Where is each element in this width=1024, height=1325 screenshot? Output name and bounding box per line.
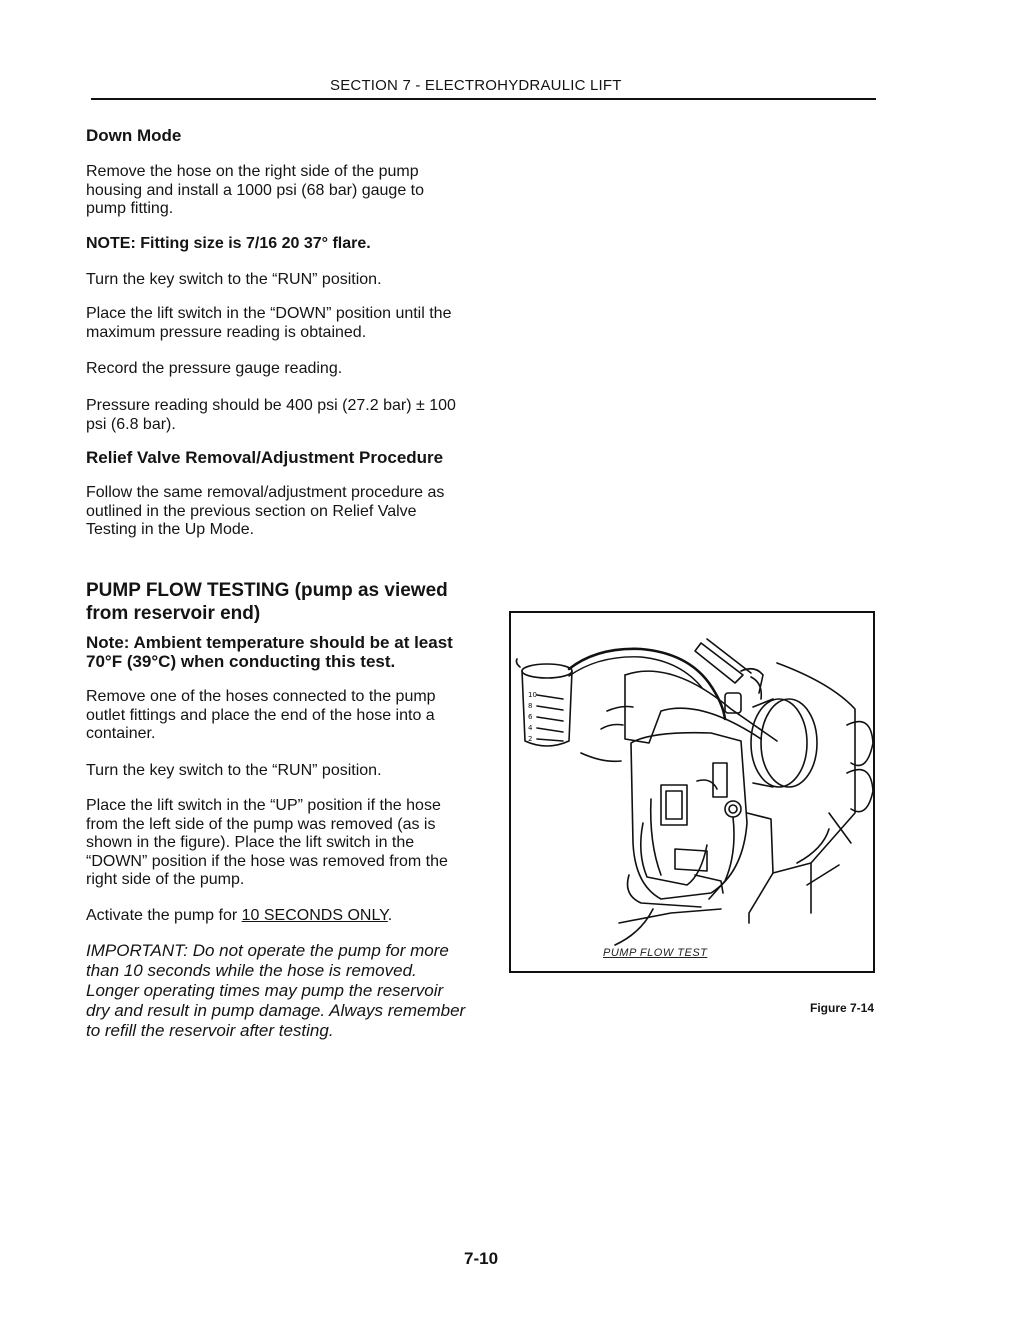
figure-label: Figure 7-14: [810, 1001, 875, 1015]
page-number: 7-10: [464, 1249, 499, 1268]
beaker-mark-label: 6: [528, 713, 533, 721]
pump-flow-note: Note: Ambient temperature should be at least 70°F (39°C) when conducting this test.: [86, 633, 453, 671]
pump-flow-heading: PUMP FLOW TESTING (pump as viewed from reservoir end): [86, 580, 448, 624]
activate-suffix: .: [387, 907, 393, 924]
header-rule: [91, 98, 876, 100]
pump-flow-activate: [86, 907, 466, 926]
beaker-mark-label: 4: [528, 724, 533, 732]
down-mode-record: Record the pressure gauge reading.: [86, 360, 343, 377]
down-mode-lift-switch: Place the lift switch in the “DOWN” position until the maximum pressure reading is obtained.: [86, 305, 452, 341]
beaker-mark-label: 2: [528, 735, 533, 743]
beaker-mark-10: [537, 695, 563, 699]
frame-panel: [777, 663, 855, 913]
important-warning: IMPORTANT: Do not operate the pump for more than 10 seconds while the hose is removed. Longer operating times may pump the reservoir dry and result in pump damage. Always remember to refill the reservoir after testing.: [86, 941, 466, 1040]
mount-bracket: [747, 813, 773, 923]
relief-valve-follow: Follow the same removal/adjustment procedure as outlined in the previous section on Relief Valve Testing in the Up Mode.: [86, 484, 445, 538]
down-mode-note: NOTE: Fitting size is 7/16 20 37° flare.: [86, 235, 371, 252]
down-mode-remove-hose: Remove the hose on the right side of the pump housing and install a 1000 psi (68 bar) gauge to pump fitting.: [86, 163, 425, 217]
pump-flow-illustration: [511, 613, 875, 973]
pump-valve-block: [713, 763, 727, 797]
pump-flow-remove-hoses: Remove one of the hoses connected to the pump outlet fittings and place the end of the hose into a container.: [86, 688, 436, 742]
pump-flow-key-switch: Turn the key switch to the “RUN” position.: [86, 762, 382, 779]
motor-end-cap: [761, 699, 817, 787]
beaker: [516, 659, 572, 746]
relief-valve-heading: Relief Valve Removal/Adjustment Procedure: [86, 448, 444, 467]
pump-flow-lift-switch: Place the lift switch in the “UP” position if the hose from the left side of the pump was removed (as is shown in the figure). Place the lift switch in the “DOWN” position if the hose was removed from the right side of the pump.: [86, 797, 448, 888]
down-mode-key-switch: Turn the key switch to the “RUN” position.: [86, 271, 382, 288]
figure-frame: [509, 611, 875, 973]
figure-caption: PUMP FLOW TEST: [603, 947, 708, 959]
down-mode-pressure: Pressure reading should be 400 psi (27.2 bar) ± 100 psi (6.8 bar).: [86, 397, 456, 433]
beaker-mark-label: 10: [528, 691, 537, 699]
hose: [569, 649, 725, 719]
beaker-mark-label: 8: [528, 702, 533, 710]
down-mode-heading: Down Mode: [86, 126, 182, 145]
activate-emphasis: 10 SECONDS ONLY: [241, 907, 388, 924]
beaker-mark-6: [537, 717, 563, 721]
beaker-mark-8: [537, 706, 563, 710]
activate-prefix: Activate the pump for: [86, 907, 242, 924]
outlet-port: [725, 801, 741, 817]
beaker-mark-2: [537, 739, 563, 741]
beaker-mark-4: [537, 728, 563, 732]
section-header: SECTION 7 - ELECTROHYDRAULIC LIFT: [330, 77, 622, 94]
beaker-scale: [528, 691, 537, 743]
